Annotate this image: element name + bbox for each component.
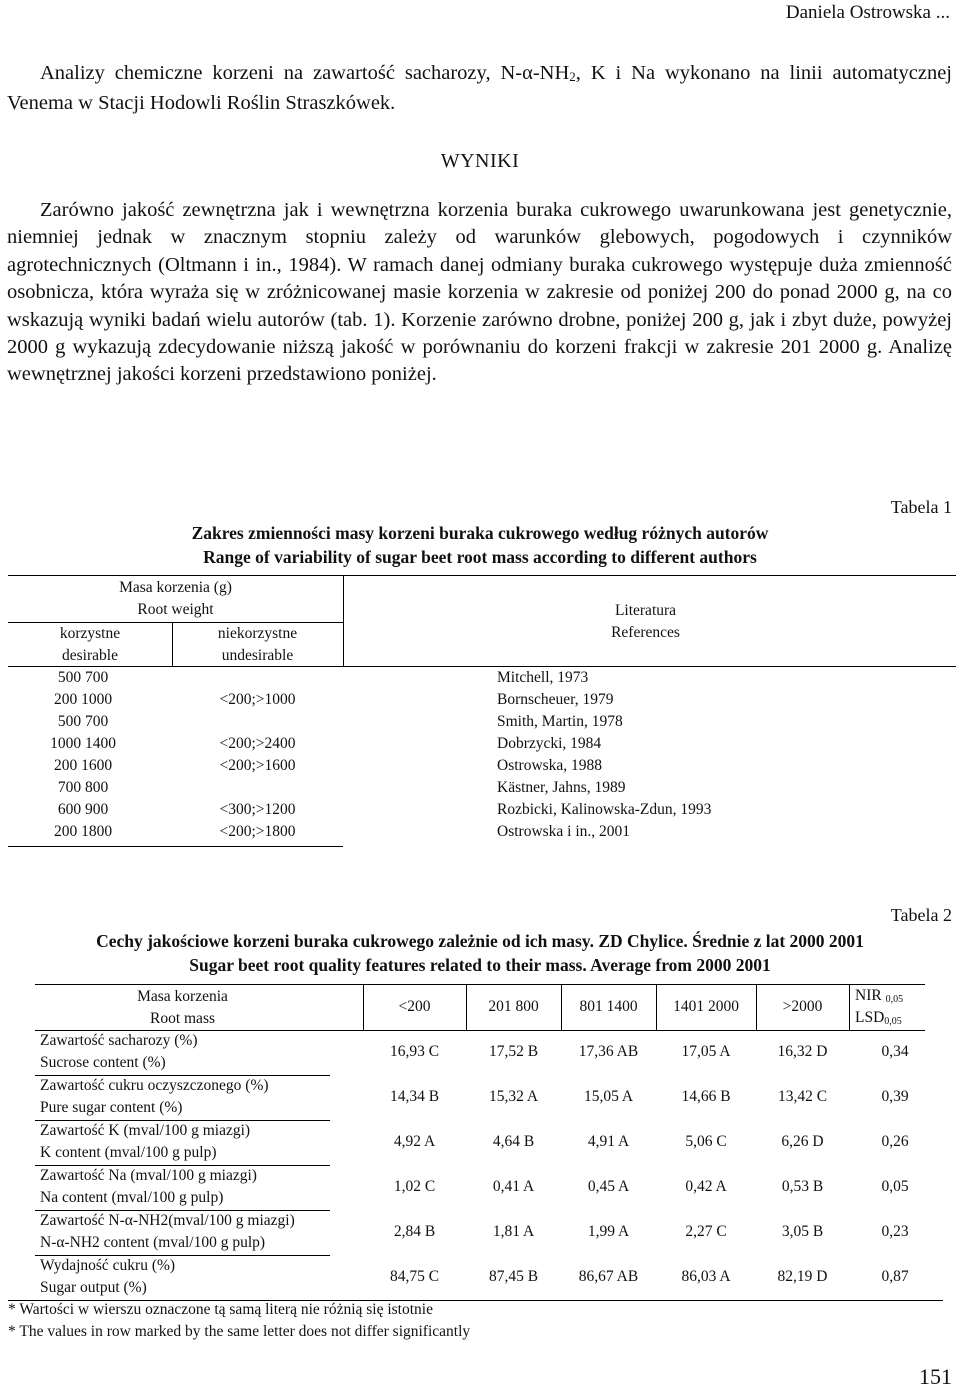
table1-reference: Rozbicki, Kalinowska-Zdun, 1993 bbox=[497, 801, 712, 818]
table2-value: 1,81 A bbox=[492, 1223, 535, 1240]
table2-value: 4,64 B bbox=[492, 1133, 535, 1150]
table1-reference: Bornscheuer, 1979 bbox=[497, 691, 614, 708]
table2-value: 17,52 B bbox=[488, 1043, 539, 1060]
table1-desirable: 200 1000 bbox=[53, 691, 113, 708]
table2-row-rule bbox=[35, 1210, 330, 1211]
intro-paragraph bbox=[7, 60, 952, 118]
table2-value: 2,27 C bbox=[685, 1223, 727, 1240]
table2-col-header: 201 800 bbox=[488, 998, 539, 1015]
table2-title-en: Sugar beet root quality features related to their mass. Average from 2000 2001 bbox=[189, 955, 771, 975]
table2-value: 86,67 AB bbox=[578, 1268, 639, 1285]
table1-reference: Smith, Martin, 1978 bbox=[497, 713, 623, 730]
table1-desirable: 1000 1400 bbox=[50, 735, 116, 752]
table2-label: Tabela 2 bbox=[890, 905, 952, 925]
body-paragraph bbox=[7, 197, 952, 389]
table1-desirable: 200 1800 bbox=[53, 823, 113, 840]
table2-nir-header bbox=[855, 987, 903, 1005]
table2-value: 15,05 A bbox=[583, 1088, 634, 1105]
table2-row-label-en: Na content (mval/100 g pulp) bbox=[40, 1189, 224, 1206]
table2-value: 1,99 A bbox=[587, 1223, 630, 1240]
table1-reference: Kästner, Jahns, 1989 bbox=[497, 779, 626, 796]
table2-lsd-value: 0,39 bbox=[881, 1088, 909, 1105]
table2-value: 15,32 A bbox=[488, 1088, 539, 1105]
table1-undesirable: <200;>1800 bbox=[219, 823, 296, 840]
running-head: Daniela Ostrowska ... bbox=[785, 2, 950, 23]
table1-desirable: 500 700 bbox=[57, 713, 109, 730]
table2-value: 82,19 D bbox=[777, 1268, 828, 1285]
table2-value: 3,05 B bbox=[781, 1223, 824, 1240]
table1-head-undesirable-en: undesirable bbox=[221, 647, 294, 664]
table2-value: 14,66 B bbox=[681, 1088, 731, 1105]
table1-desirable: 600 900 bbox=[57, 801, 109, 818]
table2-value: 17,05 A bbox=[681, 1043, 731, 1060]
table2-value: 4,92 A bbox=[393, 1133, 436, 1150]
table2-row-label-en: Sugar output (%) bbox=[40, 1279, 147, 1296]
table1-label: Tabela 1 bbox=[890, 497, 952, 517]
table2-footnote-en: * The values in row marked by the same letter does not differ significantly bbox=[8, 1323, 471, 1340]
table2-lsd-value: 0,05 bbox=[881, 1178, 909, 1195]
table2-value: 16,93 C bbox=[389, 1043, 440, 1060]
table2-value: 4,91 A bbox=[587, 1133, 630, 1150]
table2-row-label-pl: Zawartość Na (mval/100 g miazgi) bbox=[40, 1167, 257, 1184]
section-title: WYNIKI bbox=[440, 150, 520, 172]
table1-head-rule bbox=[8, 666, 956, 667]
intro-text-post: , K i Na wykonano na linii automatycznej Venema w Stacji Hodowli Roślin Straszkówek. bbox=[7, 62, 952, 115]
table2-row-label-pl: Zawartość sacharozy (%) bbox=[40, 1032, 198, 1049]
table2-col-header: 1401 2000 bbox=[673, 998, 739, 1015]
table2-row-label-en: K content (mval/100 g pulp) bbox=[40, 1144, 217, 1161]
table1-desirable: 700 800 bbox=[57, 779, 109, 796]
table2-row-label-pl: Wydajność cukru (%) bbox=[40, 1257, 176, 1274]
table1-head-lit-pl: Literatura bbox=[614, 602, 677, 619]
table2-row-label-en: N-α-NH2 content (mval/100 g pulp) bbox=[40, 1234, 266, 1251]
page-number: 151 bbox=[919, 1364, 952, 1389]
table1-desirable: 200 1600 bbox=[53, 757, 113, 774]
table2-value: 0,53 B bbox=[781, 1178, 824, 1195]
table2-value: 87,45 B bbox=[488, 1268, 539, 1285]
table2-row-label-pl: Zawartość N-α-NH2(mval/100 g miazgi) bbox=[40, 1212, 295, 1229]
table2-lsd-header bbox=[855, 1009, 902, 1027]
nir-subscript: 0,05 bbox=[885, 994, 904, 1005]
intro-subscript: 2 bbox=[569, 69, 576, 84]
table1-head-desirable-pl: korzystne bbox=[59, 625, 121, 642]
table2-value: 86,03 A bbox=[681, 1268, 731, 1285]
table1-head-lit-en: References bbox=[611, 624, 680, 641]
table2-head-rule bbox=[35, 1030, 925, 1031]
table1-vdivider-1 bbox=[343, 575, 344, 666]
table1-undesirable: <300;>1200 bbox=[219, 801, 296, 818]
table1-title-pl: Zakres zmienności masy korzeni buraka cukrowego według różnych autorów bbox=[191, 523, 769, 543]
table2-lsd-value: 0,23 bbox=[881, 1223, 909, 1240]
table2-value: 84,75 C bbox=[389, 1268, 440, 1285]
table2-vdivider bbox=[849, 984, 850, 1030]
table1-undesirable: <200;>2400 bbox=[219, 735, 296, 752]
table1-reference: Ostrowska i in., 2001 bbox=[497, 823, 631, 840]
table2-row-rule bbox=[35, 1120, 330, 1121]
table2-lsd-value: 0,34 bbox=[881, 1043, 909, 1060]
table2-row-label-en: Pure sugar content (%) bbox=[40, 1099, 183, 1116]
table2-col-header: >2000 bbox=[782, 998, 823, 1015]
table2-title-pl: Cechy jakościowe korzeni buraka cukrowego zależnie od ich masy. ZD Chylice. Średnie z lat 2000 2001 bbox=[96, 931, 864, 951]
table1-desirable: 500 700 bbox=[57, 669, 109, 686]
table1-undesirable: <200;>1000 bbox=[219, 691, 296, 708]
table2-col-header: 801 1400 bbox=[579, 998, 638, 1015]
table2-lsd-value: 0,87 bbox=[881, 1268, 909, 1285]
table1-title-en: Range of variability of sugar beet root mass according to different authors bbox=[203, 547, 757, 567]
table2-row-rule bbox=[35, 1075, 330, 1076]
lsd-label: LSD bbox=[855, 1009, 885, 1026]
table2-head-mass-en: Root mass bbox=[149, 1010, 216, 1027]
table2-value: 13,42 C bbox=[777, 1088, 828, 1105]
table1-head-mass-en: Root weight bbox=[137, 601, 214, 618]
table1-head-undesirable-pl: niekorzystne bbox=[217, 625, 298, 642]
table1-head-mass-pl: Masa korzenia (g) bbox=[119, 579, 232, 596]
table2-value: 0,41 A bbox=[492, 1178, 535, 1195]
table2-head-mass-pl: Masa korzenia bbox=[137, 988, 228, 1005]
table2-row-rule bbox=[35, 1165, 330, 1166]
table2-value: 16,32 D bbox=[777, 1043, 828, 1060]
table2-value: 17,36 AB bbox=[578, 1043, 639, 1060]
table2-value: 14,34 B bbox=[389, 1088, 440, 1105]
table1-reference: Mitchell, 1973 bbox=[497, 669, 589, 686]
table1-reference: Ostrowska, 1988 bbox=[497, 757, 603, 774]
table1-top-rule bbox=[8, 575, 956, 576]
table2-row-label-pl: Zawartość cukru oczyszczonego (%) bbox=[40, 1077, 269, 1094]
table2-value: 0,42 A bbox=[685, 1178, 727, 1195]
table1-bottom-rule bbox=[8, 846, 343, 847]
table1-head-desirable-en: desirable bbox=[62, 647, 118, 664]
table2-col-header: <200 bbox=[398, 998, 431, 1015]
table2-value: 0,45 A bbox=[587, 1178, 630, 1195]
table2-value: 5,06 C bbox=[685, 1133, 727, 1150]
table2-value: 1,02 C bbox=[393, 1178, 436, 1195]
table2-row-rule bbox=[35, 1255, 330, 1256]
table2-value: 2,84 B bbox=[393, 1223, 436, 1240]
table2-row-label-pl: Zawartość K (mval/100 g miazgi) bbox=[40, 1122, 251, 1139]
table2-top-rule bbox=[35, 984, 925, 985]
table2-value: 6,26 D bbox=[781, 1133, 824, 1150]
table2-row-label-en: Sucrose content (%) bbox=[40, 1054, 166, 1071]
nir-label: NIR bbox=[855, 987, 882, 1004]
table2-lsd-value: 0,26 bbox=[881, 1133, 909, 1150]
intro-text-pre: Analizy chemiczne korzeni na zawartość sacharozy, N-α-NH bbox=[40, 62, 570, 84]
table1-mid-rule bbox=[8, 622, 343, 623]
table2-footnote-pl: * Wartości w wierszu oznaczone tą samą literą nie różnią się istotnie bbox=[8, 1301, 433, 1318]
body-paragraph-text: Zarówno jakość zewnętrzna jak i wewnętrzna korzenia buraka cukrowego uwarunkowana jest genetycznie, niemniej jednak w znacznym stopniu zależy od warunków glebowych, pogodowych i czynników agrotechnicznych (Oltmann i in., 1984). W ramach danej odmiany buraka cukrowego występuje duża zmienność osobnicza, która wyraża się w zróżnicowanej masie korzenia w zakresie od poniżej 200 do ponad 2000 g, na co wskazują wyniki badań wielu autorów (tab. 1). Korzenie zarówno drobne, poniżej 200 g, jak i zbyt duże, powyżej 2000 g wykazują zdecydowanie niższą jakość w porównaniu do korzeni frakcji w zakresie 201 2000 g. Analizę wewnętrznej jakości korzeni przedstawiono poniżej. bbox=[7, 199, 952, 386]
lsd-subscript: 0,05 bbox=[884, 1016, 902, 1027]
table1-reference: Dobrzycki, 1984 bbox=[497, 735, 602, 752]
table1-undesirable: <200;>1600 bbox=[219, 757, 296, 774]
